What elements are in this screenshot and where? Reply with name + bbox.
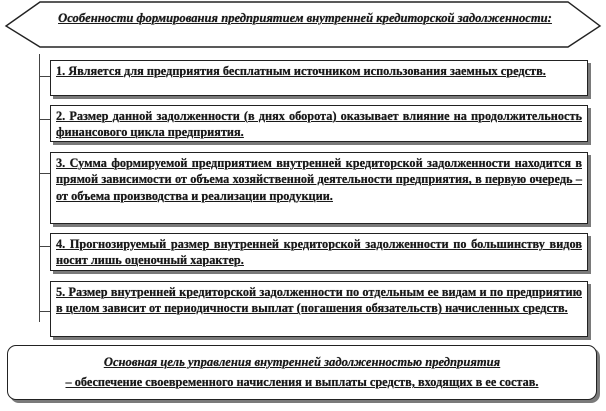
feature-item-4-text: 4. Прогнозируемый размер внутренней кредиторской задолженности по большинству видов носит лишь оценочный характер.	[56, 237, 582, 268]
connector-tick	[39, 311, 50, 312]
goal-box	[7, 345, 597, 400]
feature-item-1-text: 1. Является для предприятия бесплатным источником использования заемных средств.	[56, 64, 546, 78]
feature-item-2-text: 2. Размер данной задолженности (в днях оборота) оказывает влияние на продолжительность финансового цикла предприятия.	[56, 109, 582, 140]
connector-line	[39, 54, 40, 322]
goal-text: – обеспечение своевременного начисления и выплаты средств, входящих в ее состав.	[65, 375, 539, 389]
goal-title: Основная цель управления внутренней задолженностью предприятия	[103, 355, 501, 369]
header-box	[0, 0, 606, 48]
feature-item-5	[50, 281, 588, 337]
feature-item-1	[50, 60, 588, 96]
feature-item-5-text: 5. Размер внутренней кредиторской задолженности по отдельным ее видам и по предприятию в целом зависит от периодичности выплат (погашения обязательств) начисленных средств.	[56, 285, 582, 316]
feature-item-3-text: 3. Сумма формируемой предприятием внутренней кредиторской задолженности находится в прямой зависимости от объема хозяйственной деятельности предприятия, в первую очередь – от объема производства и реализации продукции.	[56, 156, 582, 203]
connector-tick	[39, 76, 50, 77]
connector-tick	[39, 119, 50, 120]
feature-item-3	[50, 152, 588, 224]
header-title: Особенности формирования предприятием внутренней кредиторской задолженности:	[58, 11, 552, 25]
connector-tick	[39, 173, 50, 174]
connector-tick	[39, 246, 50, 247]
feature-item-2	[50, 105, 588, 142]
feature-item-4	[50, 233, 588, 271]
